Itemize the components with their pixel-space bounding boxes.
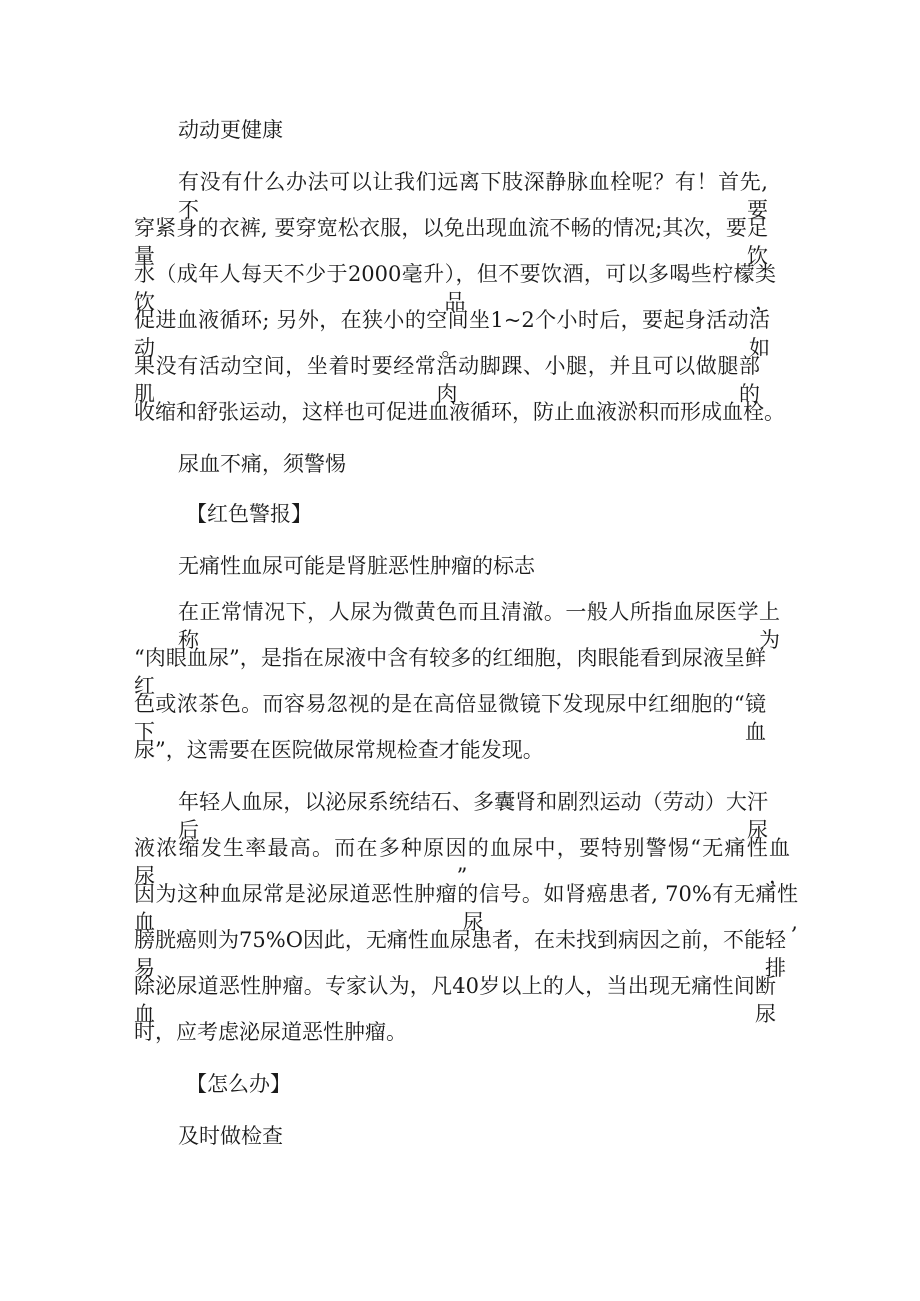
paragraph-line: 尿”，这需要在医院做尿常规检查才能发现。 xyxy=(134,738,544,762)
paragraph-line: 穿紧身的衣裤, 要穿宽松衣服，以免出现血流不畅的情况;其次，要足量饮 xyxy=(134,216,768,268)
paragraph-line: 时，应考虑泌尿道恶性肿瘤。 xyxy=(134,1020,407,1044)
section-heading-exercise: 动动更健康 xyxy=(178,118,283,142)
paragraph-line: 水（成年人每天不少于2000毫升），但不要饮酒，可以多喝些柠檬类饮品， xyxy=(134,262,776,314)
paragraph-line: 年轻人血尿，以泌尿系统结石、多囊肾和剧烈运动（劳动）大汗后尿 xyxy=(178,790,768,842)
paragraph-line: 促进血液循环; 另外，在狭小的空间坐1~2个小时后，要起身活动活动。如 xyxy=(134,308,770,360)
paragraph-line: “肉眼血尿”，是指在尿液中含有较多的红细胞，肉眼能看到尿液呈鲜红 xyxy=(134,646,766,698)
paragraph-line: 在正常情况下，人尿为微黄色而且清澈。一般人所指血尿医学上称为 xyxy=(178,600,780,652)
action-item: 及时做检查 xyxy=(178,1124,283,1148)
paragraph-line: 除泌尿道恶性肿瘤。专家认为，凡40岁以上的人，当出现无痛性间断血尿 xyxy=(134,974,776,1026)
paragraph-line: 因为这种血尿常是泌尿道恶性肿瘤的信号。如肾癌患者, 70%有无痛性血尿, xyxy=(134,882,798,934)
paragraph-line: 收缩和舒张运动，这样也可促进血液循环，防止血液淤积而形成血栓。 xyxy=(134,400,785,424)
paragraph-line: 液浓缩发生率最高。而在多种原因的血尿中，要特别警惕“无痛性血尿”， xyxy=(134,836,790,888)
section-heading-hematuria: 尿血不痛，须警惕 xyxy=(178,452,346,476)
paragraph-line: 果没有活动空间，坐着时要经常活动脚踝、小腿，并且可以做腿部肌肉的 xyxy=(134,354,760,406)
alert-label: 【红色警报】 xyxy=(186,502,312,526)
subheading: 无痛性血尿可能是肾脏恶性肿瘤的标志 xyxy=(178,554,535,578)
paragraph-line: 膀胱癌则为75%O因此，无痛性血尿患者，在未找到病因之前，不能轻易排 xyxy=(134,928,786,980)
paragraph-line: 有没有什么办法可以让我们远离下肢深静脉血栓呢？有！首先, 不要 xyxy=(178,170,768,222)
paragraph-line: 色或浓茶色。而容易忽视的是在高倍显微镜下发现尿中红细胞的“镜下血 xyxy=(134,692,766,744)
action-label: 【怎么办】 xyxy=(186,1072,291,1096)
